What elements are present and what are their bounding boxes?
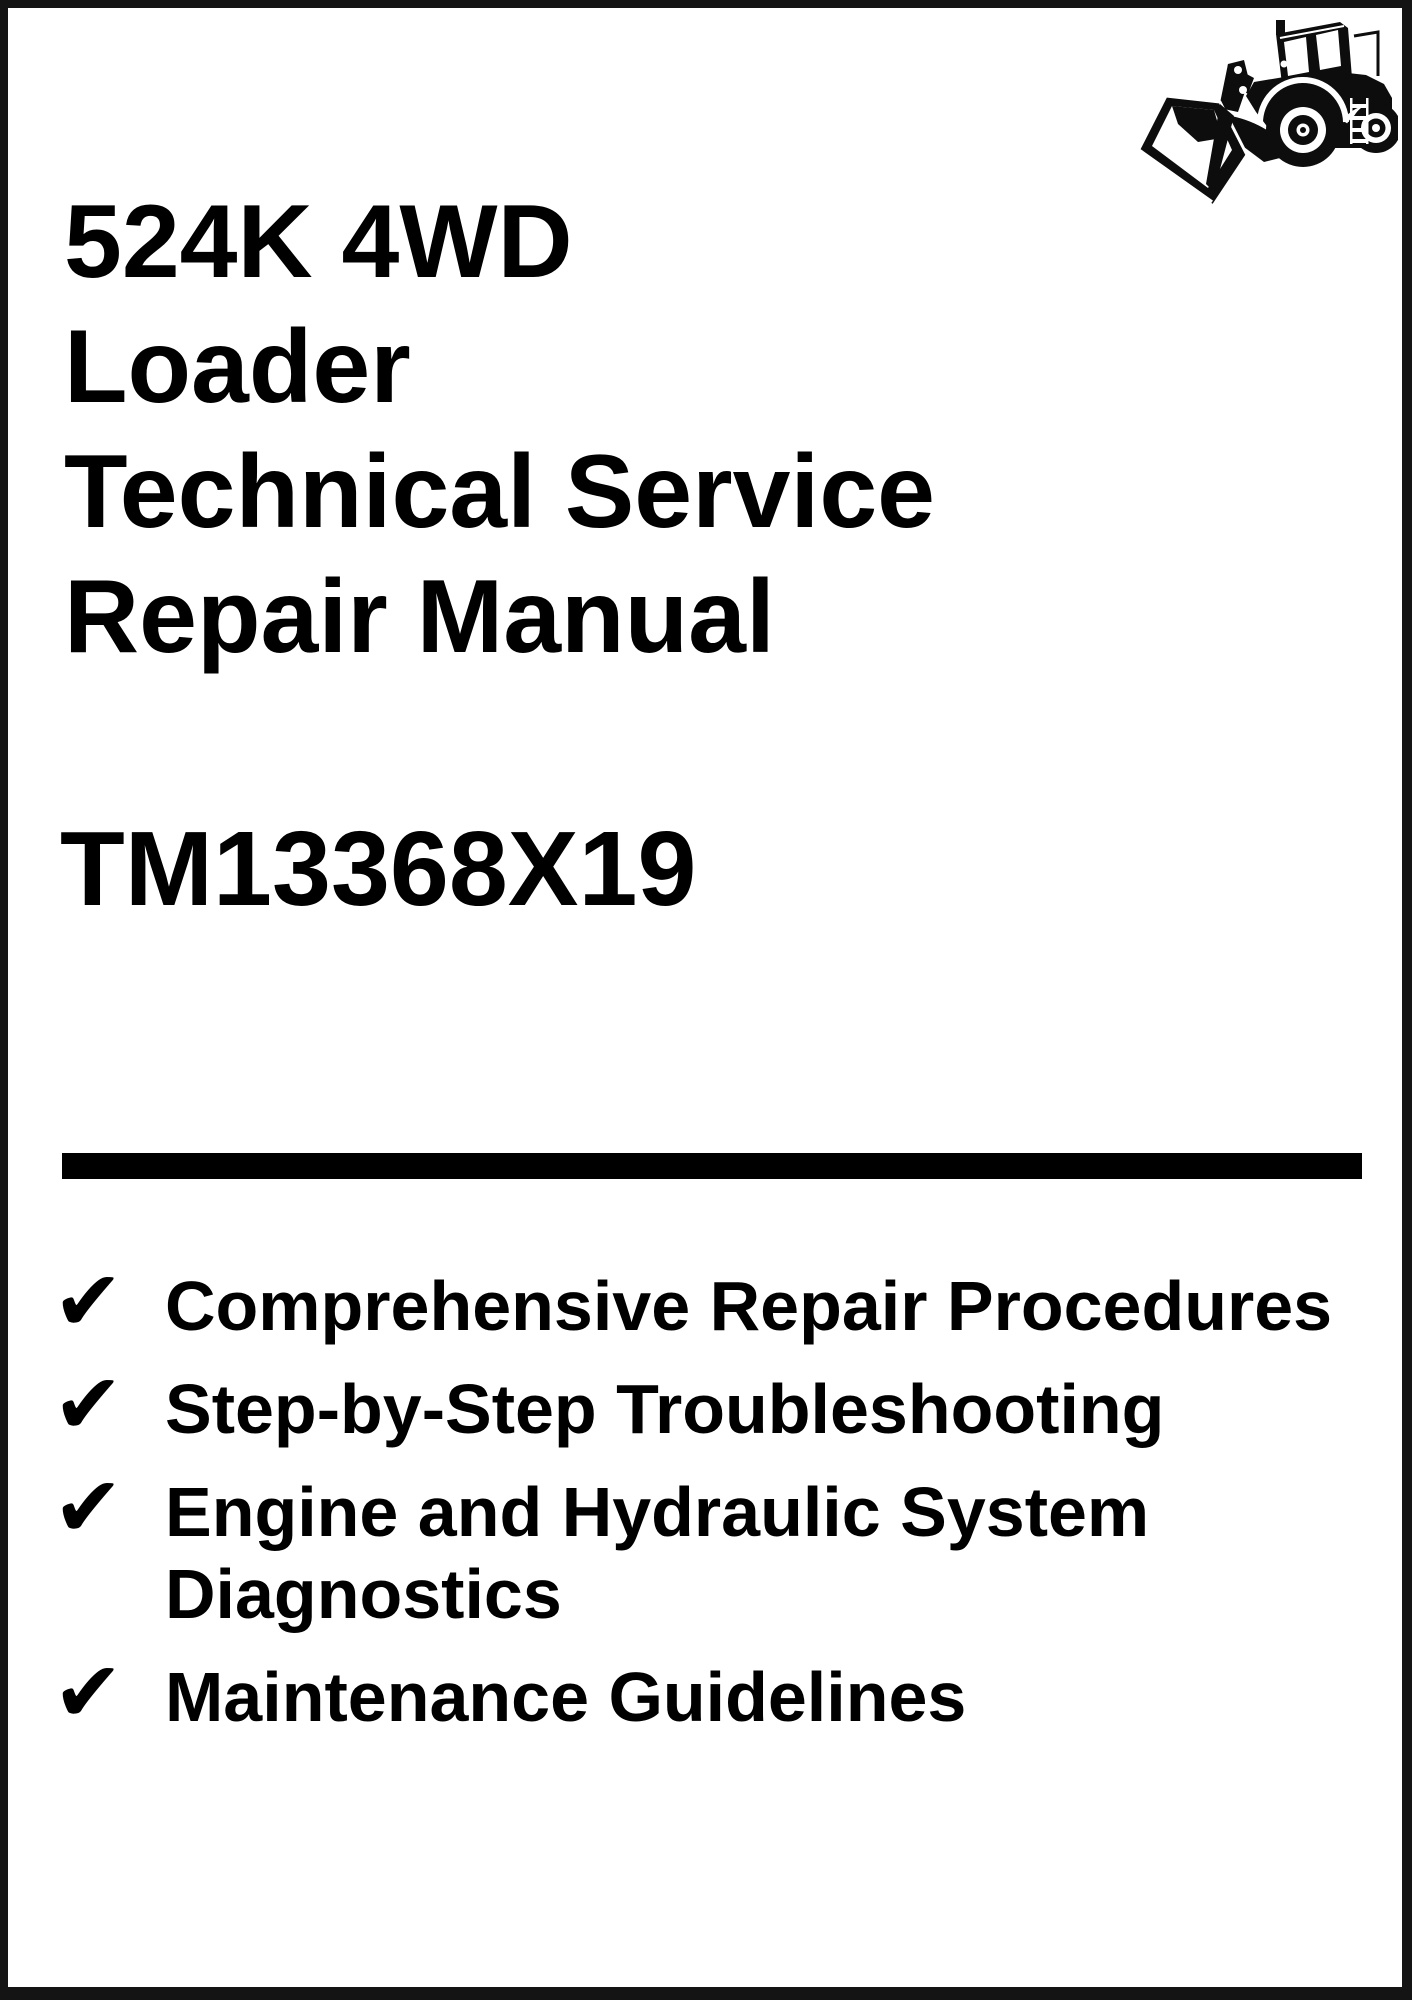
feature-item	[53, 1252, 1383, 1350]
feature-label: Comprehensive Repair Procedures	[165, 1267, 1333, 1345]
page-title	[64, 180, 935, 680]
title-line-2: Loader	[64, 309, 411, 425]
check-mark-icon: ✔	[53, 1355, 124, 1453]
check-mark-icon: ✔	[53, 1252, 124, 1350]
title-line-1: 524K 4WD	[64, 184, 573, 300]
feature-label: Maintenance Guidelines	[165, 1658, 967, 1736]
feature-item	[53, 1643, 1383, 1741]
check-mark-icon: ✔	[53, 1643, 124, 1741]
title-line-4: Repair Manual	[64, 559, 775, 675]
feature-list	[53, 1252, 1383, 1754]
divider-bar	[62, 1153, 1362, 1179]
manual-code: TM13368X19	[60, 810, 697, 928]
feature-label: Step-by-Step Troubleshooting	[165, 1370, 1165, 1448]
feature-label: Engine and Hydraulic System Diagnostics	[165, 1473, 1150, 1633]
feature-item	[53, 1355, 1383, 1453]
wheel-loader-icon	[1126, 20, 1398, 215]
check-mark-icon: ✔	[53, 1458, 124, 1556]
title-line-3: Technical Service	[64, 434, 935, 550]
feature-item	[53, 1458, 1383, 1635]
